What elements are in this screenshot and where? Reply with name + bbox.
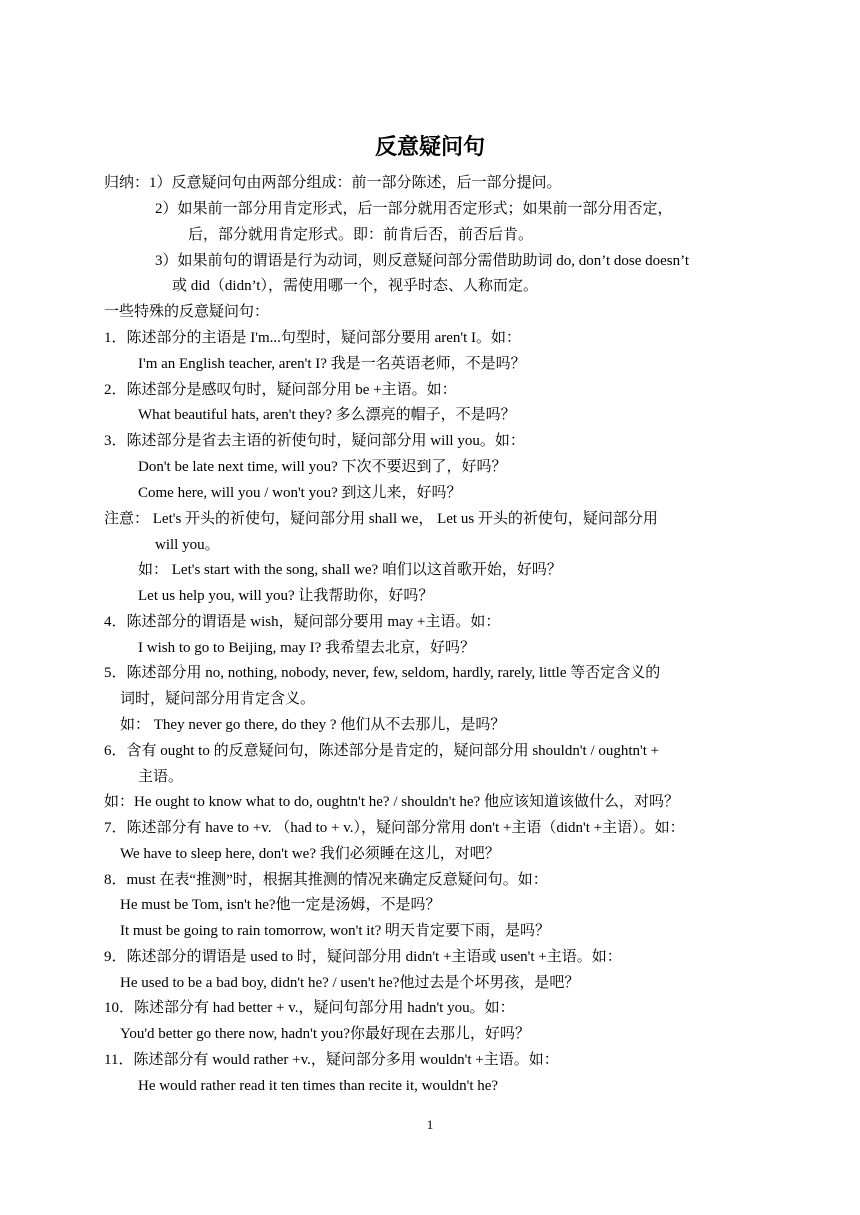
- text-line: 1．陈述部分的主语是 I'm...句型时，疑问部分要用 aren't I。如：: [104, 330, 522, 346]
- text-line: 或 did（didn’t），需使用哪一个，视乎时态、人称而定。: [172, 278, 538, 294]
- text-line: 8．must 在表“推测”时，根据其推测的情况来确定反意疑问句。如：: [104, 872, 548, 888]
- text-line: 如： Let's start with the song, shall we? 咱们以这首歌开始，好吗？: [138, 562, 562, 578]
- text-line: What beautiful hats, aren't they? 多么漂亮的帽子，不是吗？: [138, 407, 516, 423]
- text-line: 2．陈述部分是感叹句时，疑问部分用 be +主语。如：: [104, 382, 457, 398]
- text-line: 归纳：1）反意疑问句由两部分组成：前一部分陈述，后一部分提问。: [104, 175, 562, 191]
- text-line: 5．陈述部分用 no, nothing, nobody, never, few, seldom, hardly, rarely, little 等否定含义的: [104, 665, 661, 681]
- text-line: 3）如果前句的谓语是行为动词，则反意疑问部分需借助助词 do, don’t dose doesn’t: [155, 253, 690, 269]
- page-title: 反意疑问句: [374, 135, 485, 160]
- text-line: 一些特殊的反意疑问句：: [104, 304, 270, 320]
- text-line: Don't be late next time, will you? 下次不要迟到了，好吗？: [138, 459, 507, 475]
- text-line: 如：He ought to know what to do, oughtn't he? / shouldn't he? 他应该知道该做什么，对吗？: [104, 794, 679, 810]
- text-line: Let us help you, will you? 让我帮助你，好吗？: [138, 588, 434, 604]
- text-line: It must be going to rain tomorrow, won't it? 明天肯定要下雨，是吗？: [120, 923, 551, 939]
- text-line: 7．陈述部分有 have to +v. （had to + v.），疑问部分常用 don't +主语（didn't +主语）。如：: [104, 820, 685, 836]
- text-line: 4．陈述部分的谓语是 wish，疑问部分要用 may +主语。如：: [104, 614, 501, 630]
- text-line: He would rather read it ten times than recite it, wouldn't he?: [138, 1078, 499, 1094]
- text-line: 词时，疑问部分用肯定含义。: [120, 691, 316, 707]
- text-line: 10．陈述部分有 had better + v.，疑问句部分用 hadn't you。如：: [104, 1000, 515, 1016]
- text-line: 后，部分就用肯定形式。即：前肯后否，前否后肯。: [188, 227, 534, 243]
- text-line: 11．陈述部分有 would rather +v.，疑问部分多用 wouldn't +主语。如：: [104, 1052, 559, 1068]
- text-line: 注意： Let's 开头的祈使句，疑问部分用 shall we， Let us 开头的祈使句，疑问部分用: [104, 511, 658, 527]
- text-line: I'm an English teacher, aren't I? 我是一名英语老师，不是吗？: [138, 356, 526, 372]
- text-line: 3．陈述部分是省去主语的祈使句时，疑问部分用 will you。如：: [104, 433, 525, 449]
- text-line: I wish to go to Beijing, may I? 我希望去北京，好吗？: [138, 640, 476, 656]
- text-line: Come here, will you / won't you? 到这儿来，好吗？: [138, 485, 462, 501]
- text-line: He must be Tom, isn't he?他一定是汤姆，不是吗？: [120, 897, 441, 913]
- text-line: 6．含有 ought to 的反意疑问句，陈述部分是肯定的，疑问部分用 shouldn't / oughtn't +: [104, 743, 660, 759]
- text-line: 2）如果前一部分用肯定形式，后一部分就用否定形式；如果前一部分用否定，: [155, 201, 673, 217]
- text-line: You'd better go there now, hadn't you?你最好现在去那儿，好吗？: [120, 1026, 530, 1042]
- text-line: 主语。: [138, 769, 184, 785]
- text-line: He used to be a bad boy, didn't he? / usen't he?他过去是个坏男孩，是吧？: [120, 975, 580, 991]
- text-line: will you。: [155, 537, 220, 553]
- text-line: 如： They never go there, do they ? 他们从不去那儿，是吗？: [120, 717, 506, 733]
- text-line: We have to sleep here, don't we? 我们必须睡在这儿，对吧？: [120, 846, 500, 862]
- page-number: 1: [426, 1117, 434, 1132]
- text-line: 9．陈述部分的谓语是 used to 时，疑问部分用 didn't +主语或 usen't +主语。如：: [104, 949, 622, 965]
